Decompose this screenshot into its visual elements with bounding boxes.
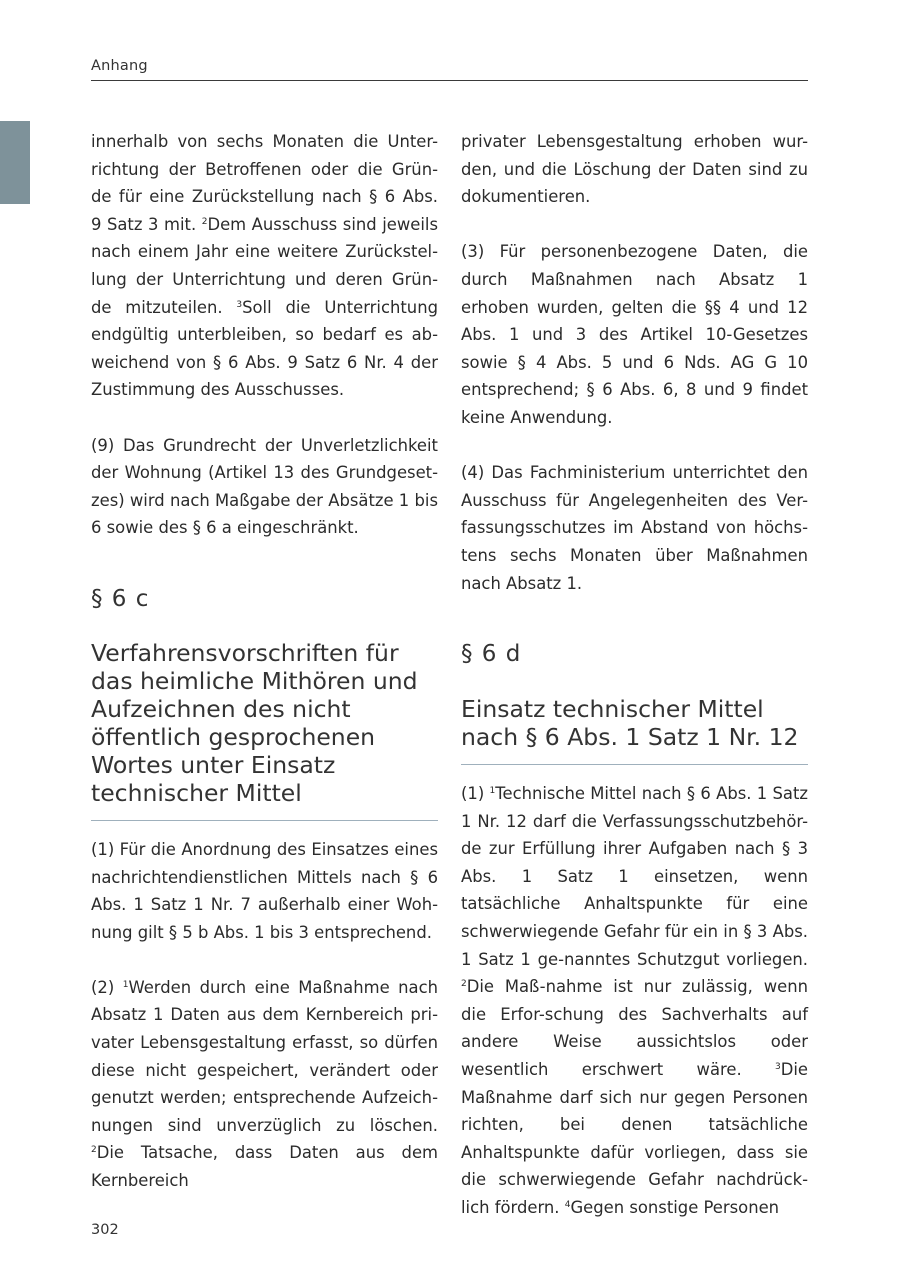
- paragraph-8-continued: innerhalb von sechs Monaten die Unter- richtung der Betroffenen oder die Grün- de für eine Zurückstellung nach § 6 Abs. 9 Satz 3 mit. $^2$Dem Ausschuss sind jeweils nach einem Jahr eine weitere Zurückstel- lung der Unterrichtung und deren Grün- de mitzuteilen. $^3$Soll die Unterrichtung endgültig unterbleiben, so bedarf es ab- weichend von § 6 Abs. 9 Satz 6 Nr. 4 der Zustimmung des Ausschusses.: [91, 132, 438, 400]
- paragraph-3: (3) Für personenbezogene Daten, die durch Maßnahmen nach Absatz 1 erhoben wurden, gelten die §§ 4 und 12 Abs. 1 und 3 des Artikel 10-Gesetzes sowie § 4 Abs. 5 und 6 Nds. AG G 10 entsprechend; § 6 Abs. 6, 8 und 9 findet keine Anwendung.: [461, 242, 808, 427]
- header-rule: [91, 80, 808, 81]
- chapter-edge-tab: [0, 121, 30, 204]
- paragraph-6c-1: (1) Für die Anordnung des Einsatzes eines nachrichtendienstlichen Mittels nach § 6 Abs. 1 Satz 1 Nr. 7 außerhalb einer Woh-nung gilt § 5 b Abs. 1 bis 3 entsprechend.: [91, 839, 438, 942]
- paragraph-2-continued: privater Lebensgestaltung erhoben wur-den, und die Löschung der Daten sind zu dokumentieren.: [461, 132, 808, 207]
- paragraph-4: (4) Das Fachministerium unterrichtet den Ausschuss für Angelegenheiten des Ver-fassungsschutzes im Abstand von höchs-tens sechs Monaten über Maßnahmen nach Absatz 1.: [461, 463, 808, 593]
- right-column: [461, 128, 808, 1222]
- section-number-6d: § 6 d: [461, 641, 522, 668]
- paragraph-6c-2: (2) $^1$Werden durch eine Maßnahme nach Absatz 1 Daten aus dem Kernbereich pri-vater Lebensgestaltung erfasst, so dürfen diese nicht gespeichert, verändert oder genutzt werden; entsprechende Aufzeich-nungen sind unverzüglich zu löschen. $^2$Die Tatsache, dass Daten aus dem Kernbereich: [91, 977, 438, 1191]
- paragraph-9: (9) Das Grundrecht der Unverletzlichkeit der Wohnung (Artikel 13 des Grundgeset-zes) wird nach Maßgabe der Absätze 1 bis 6 sowie des § 6 a eingeschränkt.: [91, 435, 438, 538]
- page-number: 302: [91, 1222, 119, 1238]
- section-title-6d: Einsatz technischer Mittel nach § 6 Abs. 1 Satz 1 Nr. 12: [461, 695, 799, 752]
- section-title-6c: Verfahrensvorschriften für das heimliche Mithören und Aufzeichnen des nicht öffentlich gesprochenen Wortes unter Einsatz technischer Mittel: [91, 638, 418, 807]
- paragraph-6d-1: (1) $^1$Technische Mittel nach § 6 Abs. 1 Satz 1 Nr. 12 darf die Verfassungsschutzbehör-de zur Erfüllung ihrer Aufgaben nach § 3 Abs. 1 Satz 1 einsetzen, wenn tatsächliche Anhaltspunkte für eine schwerwiegende Gefahr für ein in § 3 Abs. 1 Satz 1 ge-nanntes Schutzgut vorliegen. $^2$Die Maß-nahme ist nur zulässig, wenn die Erfor-schung des Sachverhalts auf andere Weise aussichtslos oder wesentlich erschwert wäre. $^3$Die Maßnahme darf sich nur gegen Personen richten, bei denen tatsächliche Anhaltspunkte dafür vorliegen, dass sie die schwerwiegende Gefahr nachdrück-lich fördern. $^4$Gegen sonstige Personen: [461, 784, 808, 1217]
- section-number-6c: § 6 c: [91, 585, 150, 612]
- running-head: Anhang: [91, 58, 148, 74]
- left-column: [91, 128, 438, 1195]
